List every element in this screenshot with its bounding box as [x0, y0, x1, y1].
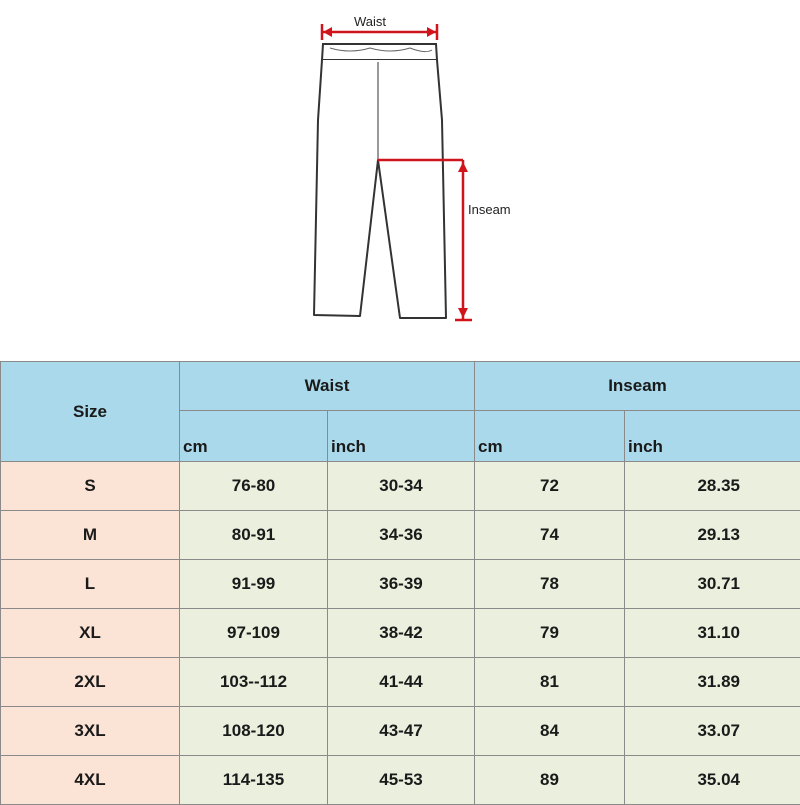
- inseam-inch-cell: 33.07: [625, 707, 800, 756]
- table-row: [1, 756, 800, 805]
- waist-inch-cell: 30-34: [328, 462, 475, 511]
- size-cell: XL: [1, 609, 180, 658]
- waist-inch-cell: 45-53: [328, 756, 475, 805]
- size-cell: 4XL: [1, 756, 180, 805]
- size-cell: 3XL: [1, 707, 180, 756]
- waist-cm-cell: 76-80: [180, 462, 328, 511]
- waist-cm-cell: 114-135: [180, 756, 328, 805]
- inseam-cm-cell: 74: [475, 511, 625, 560]
- table-row: [1, 707, 800, 756]
- inseam-inch-cell: 35.04: [625, 756, 800, 805]
- inseam-cm-cell: 72: [475, 462, 625, 511]
- size-cell: 2XL: [1, 658, 180, 707]
- inseam-cm-header: cm: [475, 411, 625, 462]
- waist-inch-header: inch: [328, 411, 475, 462]
- pants-illustration: [0, 0, 800, 345]
- waist-header: Waist: [180, 362, 475, 411]
- inseam-inch-cell: 29.13: [625, 511, 800, 560]
- inseam-inch-cell: 31.89: [625, 658, 800, 707]
- table-row: [1, 560, 800, 609]
- waist-cm-header: cm: [180, 411, 328, 462]
- inseam-cm-cell: 79: [475, 609, 625, 658]
- size-chart-table: [0, 361, 800, 805]
- waist-cm-cell: 103--112: [180, 658, 328, 707]
- waist-inch-cell: 36-39: [328, 560, 475, 609]
- waist-inch-cell: 38-42: [328, 609, 475, 658]
- inseam-inch-cell: 28.35: [625, 462, 800, 511]
- waist-cm-cell: 80-91: [180, 511, 328, 560]
- inseam-cm-cell: 78: [475, 560, 625, 609]
- size-header: Size: [1, 362, 180, 462]
- waist-inch-cell: 43-47: [328, 707, 475, 756]
- inseam-inch-cell: 31.10: [625, 609, 800, 658]
- waist-label: Waist: [354, 14, 386, 29]
- pants-diagram: [0, 0, 800, 345]
- inseam-inch-cell: 30.71: [625, 560, 800, 609]
- table-row: [1, 462, 800, 511]
- inseam-cm-cell: 89: [475, 756, 625, 805]
- inseam-cm-cell: 84: [475, 707, 625, 756]
- inseam-inch-header: inch: [625, 411, 800, 462]
- inseam-cm-cell: 81: [475, 658, 625, 707]
- size-cell: L: [1, 560, 180, 609]
- waist-cm-cell: 97-109: [180, 609, 328, 658]
- inseam-header: Inseam: [475, 362, 800, 411]
- table-row: [1, 658, 800, 707]
- table-row: [1, 609, 800, 658]
- waist-inch-cell: 34-36: [328, 511, 475, 560]
- waist-cm-cell: 91-99: [180, 560, 328, 609]
- inseam-label: Inseam: [468, 202, 511, 217]
- size-cell: M: [1, 511, 180, 560]
- table-row: [1, 511, 800, 560]
- waist-cm-cell: 108-120: [180, 707, 328, 756]
- size-cell: S: [1, 462, 180, 511]
- waist-inch-cell: 41-44: [328, 658, 475, 707]
- header-row: [1, 362, 800, 411]
